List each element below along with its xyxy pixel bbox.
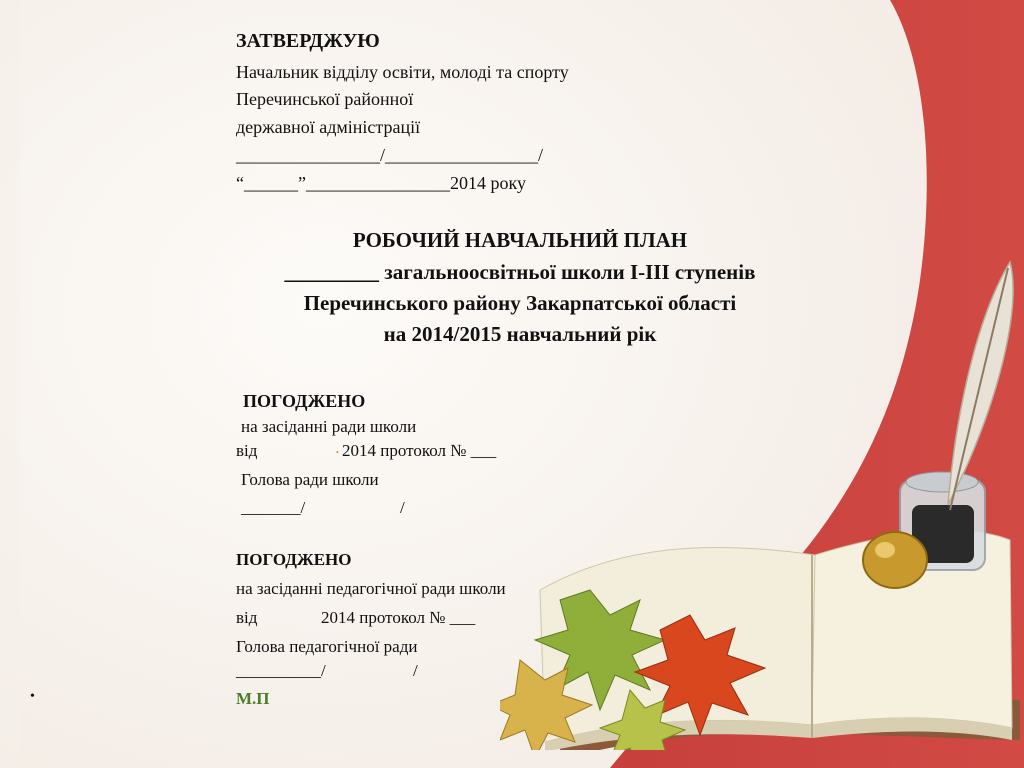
plan-title: РОБОЧИЙ НАВЧАЛЬНИЙ ПЛАН (352, 228, 688, 252)
bullet-point: • (30, 689, 35, 704)
quill-pen-icon (948, 262, 1013, 510)
plan-school: _________ загальноосвітньої школи І-ІІІ ступенів (284, 260, 756, 284)
school-board-heading: ПОГОДЖЕНО (243, 391, 366, 411)
ped-council-date-prefix: від (236, 608, 258, 627)
approval-heading: ЗАТВЕРДЖУЮ (236, 30, 380, 52)
illustration (500, 250, 1024, 750)
approval-signature-line: ________________/_________________/ (236, 145, 544, 165)
school-board-date-dot: • (336, 448, 339, 457)
approval-position: Начальник відділу освіти, молоді та спорту (236, 62, 569, 82)
seal-mark: М.П (236, 689, 270, 708)
ped-council-protocol: 2014 протокол № ___ (321, 608, 476, 627)
school-board-protocol: 2014 протокол № ___ (342, 441, 497, 460)
brass-cap-icon (863, 532, 927, 588)
approval-administration: державної адміністрації (236, 117, 421, 137)
ped-council-signature-right: / (413, 661, 418, 680)
ped-council-signature-left: __________/ (236, 661, 326, 680)
ped-council-meeting: на засіданні педагогічної ради школи (236, 579, 506, 598)
school-board-meeting: на засіданні ради школи (241, 417, 417, 436)
approval-district: Перечинської районної (236, 89, 414, 109)
plan-region: Перечинського району Закарпатської області (303, 291, 737, 315)
school-board-chair: Голова ради школи (241, 470, 379, 489)
school-board-date-prefix: від (236, 441, 258, 460)
school-board-signature-right: / (400, 498, 405, 517)
ped-council-heading: ПОГОДЖЕНО (236, 550, 352, 569)
ped-council-chair: Голова педагогічної ради (236, 637, 418, 656)
approval-date-line: “______”________________2014 року (236, 173, 526, 193)
school-board-signature-left: _______/ (241, 498, 306, 517)
plan-year: на 2014/2015 навчальний рік (383, 322, 657, 346)
